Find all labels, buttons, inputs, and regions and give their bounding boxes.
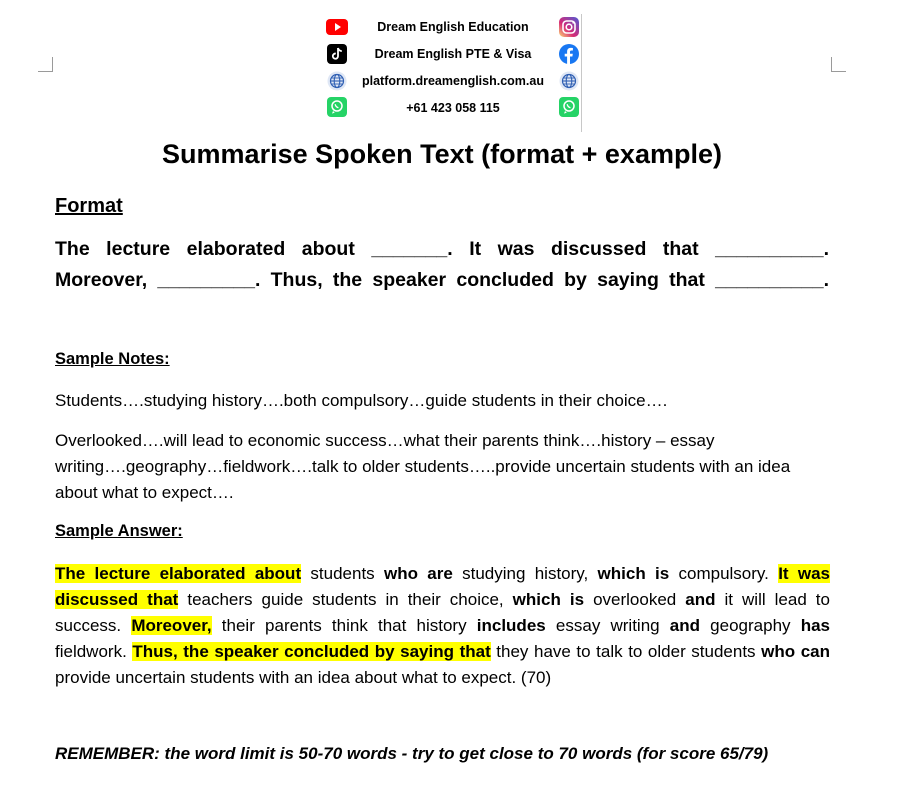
format-line: The lecture elaborated about _______. It was discussed that __________. [55, 238, 829, 260]
answer-text: studying history, [452, 564, 598, 583]
answer-text: geography [700, 616, 801, 635]
bold-connector: which is [597, 564, 670, 583]
youtube-icon[interactable] [326, 16, 348, 38]
header-row-phone [326, 96, 580, 120]
bold-connector: who are [383, 564, 453, 583]
bold-connector: which is [512, 590, 585, 609]
answer-text: their parents think that history [211, 616, 477, 635]
contact-header [326, 12, 582, 132]
page-title: Summarise Spoken Text (format + example) [162, 139, 722, 169]
bold-connector: includes [476, 616, 546, 635]
sample-answer-heading: Sample Answer: [55, 522, 183, 540]
tiktok-icon[interactable] [326, 43, 348, 65]
header-brand-text: Dream English Education [377, 20, 529, 34]
highlighted-phrase: Moreover, [131, 616, 212, 635]
header-divider [581, 14, 582, 132]
answer-text: provide uncertain students with an idea about what to expect. (70) [55, 668, 552, 687]
globe-icon [326, 70, 348, 92]
globe-icon [558, 70, 580, 92]
bold-connector: and [685, 590, 716, 609]
facebook-icon[interactable] [558, 43, 580, 65]
answer-text: teachers guide students in their choice, [178, 590, 513, 609]
answer-text: fieldwork. [55, 642, 133, 661]
page-corner-mark [38, 57, 53, 72]
highlighted-phrase: It was discussed that [55, 564, 831, 609]
answer-text: overlooked [584, 590, 686, 609]
whatsapp-icon[interactable] [326, 97, 348, 119]
remember-note: REMEMBER: the word limit is 50-70 words - try to get close to 70 words (for score 65/79) [55, 744, 769, 763]
whatsapp-icon[interactable] [558, 97, 580, 119]
notes-paragraph: Overlooked….will lead to economic success…what their parents think….history – essay writing….geography…fieldwork….talk to older students…..provide uncertain students with an idea about what to expect…. [55, 431, 791, 502]
bold-connector: has [800, 616, 830, 635]
header-phone-text: +61 423 058 115 [406, 101, 500, 115]
notes-paragraph: Students….studying history….both compulsory…guide students in their choice…. [55, 391, 668, 410]
answer-text: students [301, 564, 384, 583]
sample-notes-heading: Sample Notes: [55, 350, 170, 368]
header-row-brand [326, 15, 580, 39]
header-pte-text: Dream English PTE & Visa [374, 47, 532, 61]
answer-text: essay writing [545, 616, 670, 635]
instagram-icon[interactable] [558, 16, 580, 38]
highlighted-phrase: Thus, the speaker concluded by saying that [132, 642, 491, 661]
header-website-text[interactable]: platform.dreamenglish.com.au [362, 74, 544, 88]
highlighted-phrase: The lecture elaborated about [55, 564, 302, 583]
bold-connector: who can [761, 642, 830, 661]
format-heading: Format [55, 195, 123, 217]
answer-text: it will lead to success. [55, 590, 830, 635]
header-row-website [326, 69, 580, 93]
bold-connector: and [669, 616, 701, 635]
answer-text: compulsory. [669, 564, 779, 583]
page-corner-mark [831, 57, 846, 72]
header-row-pte [326, 42, 580, 66]
format-line: Moreover, _________. Thus, the speaker concluded by saying that __________. [55, 269, 829, 291]
sample-answer-paragraph [55, 561, 830, 691]
answer-text: they have to talk to older students [490, 642, 762, 661]
